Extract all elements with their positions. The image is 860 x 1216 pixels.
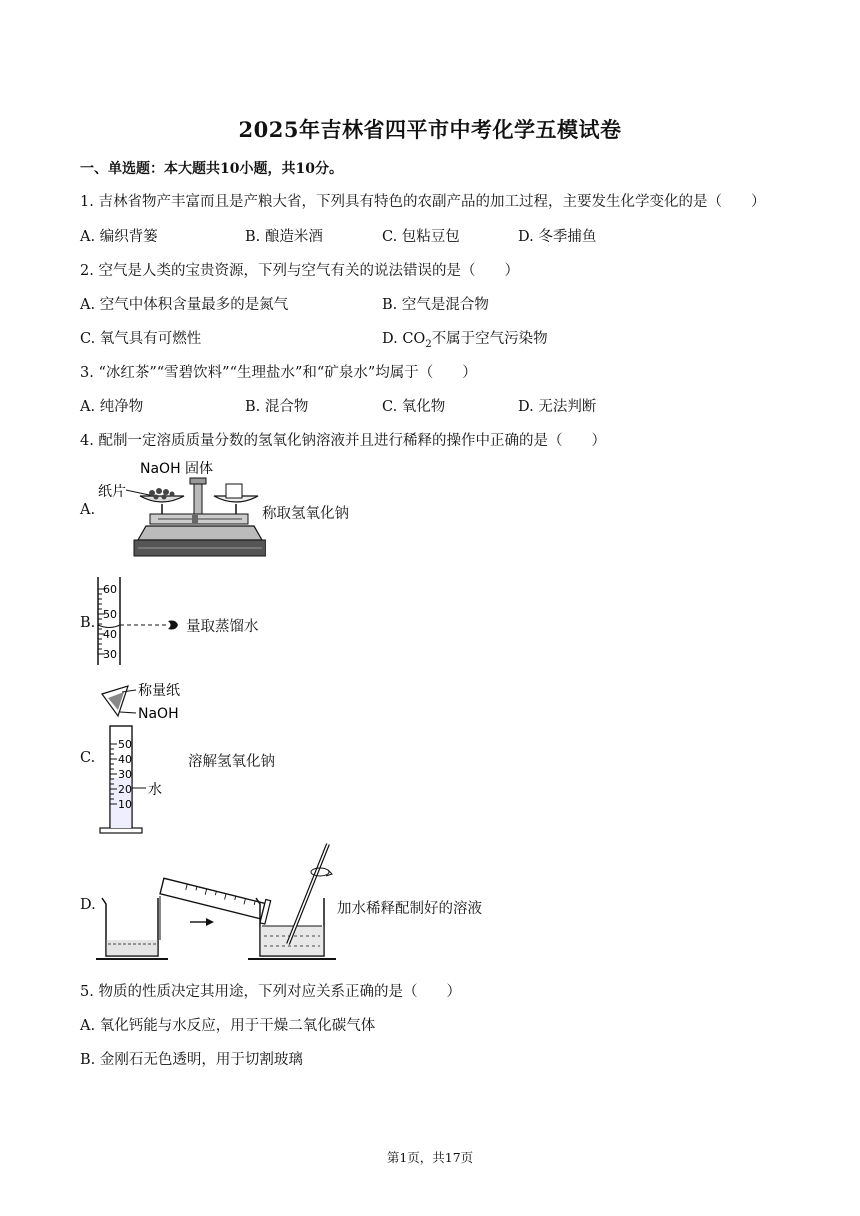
- q3-option-d: D. 无法判断: [518, 399, 597, 415]
- question-4-stem: 4. 配制一定溶质质量分数的氢氧化钠溶液并且进行稀释的操作中正确的是（ ）: [80, 433, 606, 449]
- q4-option-d-text: 加水稀释配制好的溶液: [337, 901, 482, 917]
- tick-label: 30: [118, 768, 132, 781]
- question-3-stem: 3. “冰红茶”“雪碧饮料”“生理盐水”和“矿泉水”均属于（ ）: [80, 365, 477, 381]
- q3-option-c: C. 氧化物: [382, 399, 446, 415]
- q2-option-d: D. $CO_2$不属于空气污染物: [382, 331, 548, 350]
- q4-option-c-letter: C.: [80, 750, 96, 766]
- cylinder-reading-illustration: [94, 575, 186, 667]
- q2-option-b: B. 空气是混合物: [382, 297, 489, 313]
- q3-option-a: A. 纯净物: [80, 399, 144, 415]
- q4-option-a-letter: A.: [80, 502, 96, 518]
- tick-label: 60: [103, 583, 117, 596]
- q1-option-b: B. 酿造米酒: [245, 229, 323, 245]
- q2-option-c: C. 氧气具有可燃性: [80, 331, 202, 347]
- naoh-label: NaOH: [138, 706, 179, 722]
- q3-option-b: B. 混合物: [245, 399, 309, 415]
- tick-label: 10: [118, 798, 132, 811]
- q4-option-a-text: 称取氢氧化钠: [262, 506, 349, 522]
- page-title: 2025年吉林省四平市中考化学五模试卷: [238, 117, 622, 142]
- question-2-stem: 2. 空气是人类的宝贵资源，下列与空气有关的说法错误的是（ ）: [80, 263, 519, 279]
- paper-label: 纸片: [98, 484, 126, 500]
- tick-label: 50: [103, 608, 117, 621]
- water-label: 水: [148, 782, 162, 798]
- q4-option-c-text: 溶解氢氧化钠: [188, 754, 275, 770]
- question-5-stem: 5. 物质的性质决定其用途，下列对应关系正确的是（ ）: [80, 984, 461, 1000]
- weighing-paper-label: 称量纸: [138, 683, 180, 699]
- q5-option-a: A. 氧化钙能与水反应，用于干燥二氧化碳气体: [80, 1018, 376, 1034]
- tick-label: 30: [103, 648, 117, 661]
- tick-label: 50: [118, 738, 132, 751]
- tick-label: 40: [103, 628, 117, 641]
- page-footer: 第1页，共17页: [386, 1150, 474, 1165]
- balance-illustration: [96, 456, 266, 566]
- q1-option-c: C. 包粘豆包: [382, 229, 460, 245]
- q4-option-b-text: 量取蒸馏水: [186, 619, 259, 635]
- q2-option-a: A. 空气中体积含量最多的是氮气: [80, 297, 289, 313]
- q4-option-b-letter: B.: [80, 615, 96, 631]
- dilution-illustration: [96, 840, 340, 964]
- q1-option-a: A. 编织背篓: [80, 229, 158, 245]
- section-heading: 一、单选题：本大题共10小题，共10分。: [80, 161, 343, 177]
- q5-option-b: B. 金刚石无色透明，用于切割玻璃: [80, 1052, 303, 1068]
- dissolve-illustration: [96, 678, 196, 836]
- tick-label: 40: [118, 753, 132, 766]
- naoh-solid-label: NaOH 固体: [140, 461, 214, 477]
- tick-label: 20: [118, 783, 132, 796]
- q1-option-d: D. 冬季捕鱼: [518, 229, 597, 245]
- q4-option-d-letter: D.: [80, 897, 96, 913]
- question-1-stem: 1. 吉林省物产丰富而且是产粮大省，下列具有特色的农副产品的加工过程，主要发生化学变化的是（ ）: [80, 194, 766, 210]
